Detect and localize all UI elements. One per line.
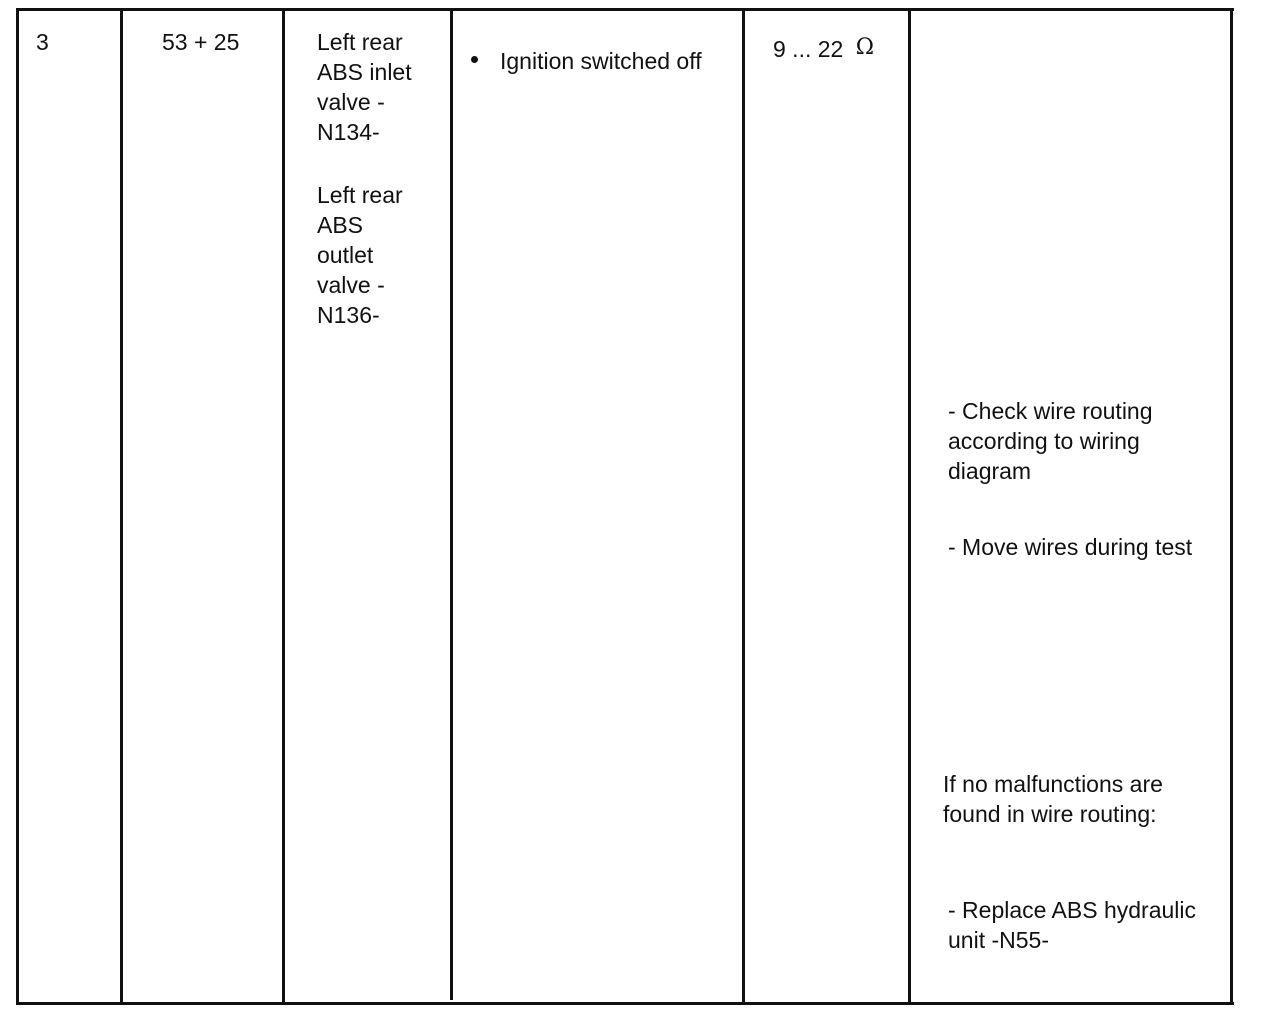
remedy-line: - Check wire routing [948,398,1153,424]
remedy-line: unit -N55- [948,927,1049,953]
ohm-unit: Ω [855,35,874,60]
nominal-value-range: 9 ... 22 [773,36,844,62]
test-step-number: 3 [36,29,49,55]
component-outlet-line: N136- [317,302,380,328]
table-left-border [16,8,19,1005]
test-condition: Ignition switched off [500,48,702,74]
nominal-value [773,34,874,66]
component-outlet-line: Left rear [317,182,403,208]
column-divider-1 [120,8,123,1005]
component-outlet-line: ABS [317,212,364,238]
remedy-replace-hydraulic-unit [948,895,1196,955]
column-divider-5 [908,8,911,1005]
component-inlet-line: ABS inlet [317,59,412,85]
remedy-line: - Replace ABS hydraulic [948,897,1197,923]
column-divider-2 [282,8,285,1005]
component-outlet-valve [317,180,403,330]
component-inlet-valve [317,27,412,147]
table-top-border [16,8,1234,11]
bullet-icon [471,56,478,63]
component-inlet-line: N134- [317,119,380,145]
remedy-line: diagram [948,458,1032,484]
remedy-line: If no malfunctions are [943,771,1163,797]
remedy-line: according to wiring [948,428,1140,454]
component-outlet-line: outlet [317,242,374,268]
column-divider-3 [450,8,453,1000]
component-inlet-line: valve - [317,89,385,115]
remedy-move-wires: - Move wires during test [948,534,1193,560]
remedy-if-no-malfunction [943,769,1163,829]
column-divider-4 [742,8,745,1005]
table-bottom-border [16,1002,1234,1005]
remedy-line: found in wire routing: [943,801,1157,827]
remedy-check-wire-routing [948,396,1153,486]
test-pins: 53 + 25 [162,29,240,55]
table-right-border [1230,8,1233,1005]
component-outlet-line: valve - [317,272,385,298]
component-inlet-line: Left rear [317,29,403,55]
